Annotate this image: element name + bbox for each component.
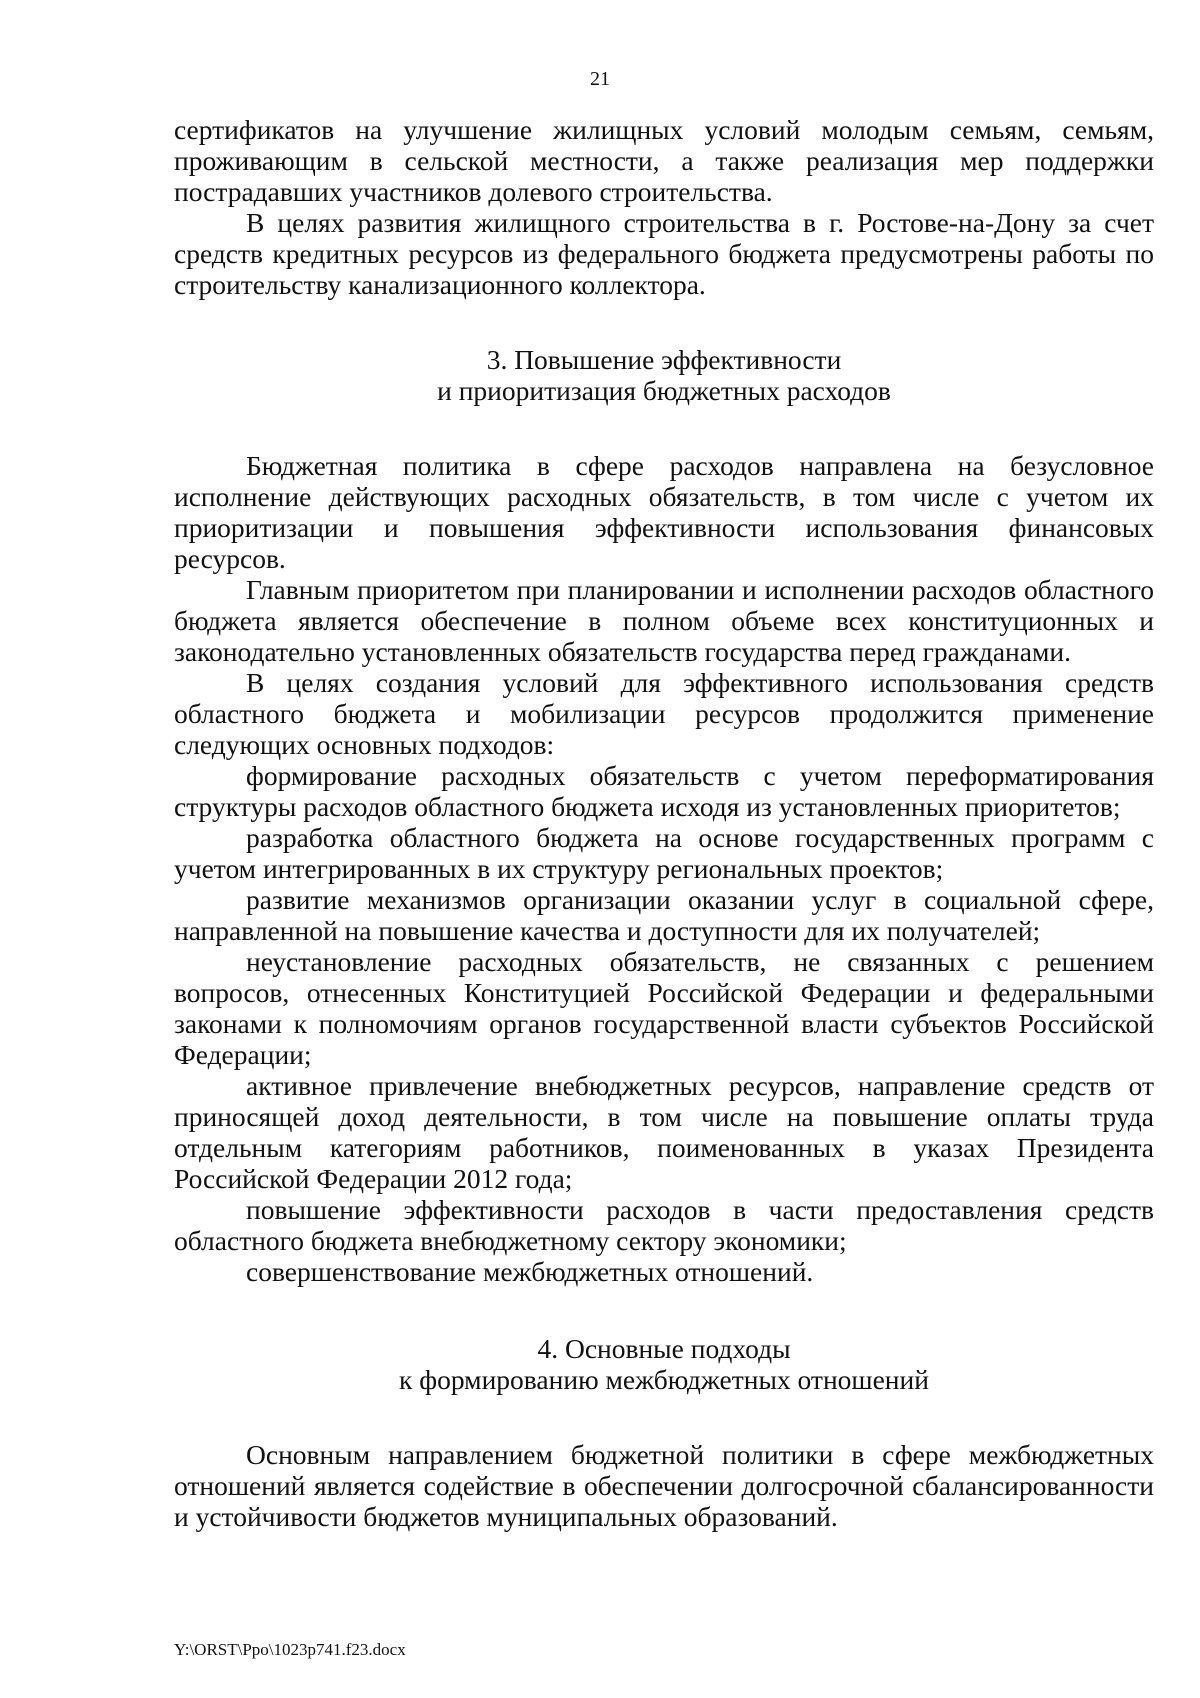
page-number: 21 [590, 68, 610, 90]
list-item: развитие механизмов организации оказании услуг в социальной сфере, направленной на повышение качества и доступности для их получателей; [174, 884, 1154, 946]
section-title-line: 3. Повышение эффективности [486, 344, 842, 375]
section-title-line: и приоритизация бюджетных расходов [437, 375, 891, 406]
section-3-title [174, 344, 1154, 406]
footer-file-path: Y:\ORST\Ppo\1023p741.f23.docx [174, 1640, 406, 1659]
paragraph: В целях развития жилищного строительства в г. Ростове-на-Дону за счет средств кредитных ресурсов из федерального бюджета предусмотрены работы по строительству канализационного коллектора. [174, 207, 1154, 300]
section-title-line: к формированию межбюджетных отношений [399, 1364, 929, 1395]
list-item: повышение эффективности расходов в части предоставления средств областного бюджета внебюджетному сектору экономики; [174, 1194, 1154, 1256]
list-item: разработка областного бюджета на основе государственных программ с учетом интегрированных в их структуру региональных проектов; [174, 822, 1154, 884]
paragraph: Главным приоритетом при планировании и исполнении расходов областного бюджета является обеспечение в полном объеме всех конституционных и законодательно установленных обязательств государства перед гражданами. [174, 574, 1154, 667]
paragraph: В целях создания условий для эффективного использования средств областного бюджета и мобилизации ресурсов продолжится применение следующих основных подходов: [174, 667, 1154, 760]
list-item: формирование расходных обязательств с учетом переформатирования структуры расходов областного бюджета исходя из установленных приоритетов; [174, 760, 1154, 822]
paragraph: сертификатов на улучшение жилищных условий молодым семьям, семьям, проживающим в сельской местности, а также реализация мер поддержки пострадавших участников долевого строительства. [174, 114, 1154, 207]
section-3-body [174, 450, 1154, 1287]
section-title-line: 4. Основные подходы [537, 1333, 791, 1364]
list-item: совершенствование межбюджетных отношений. [246, 1256, 814, 1287]
paragraph: Бюджетная политика в сфере расходов направлена на безусловное исполнение действующих расходных обязательств, в том числе с учетом их приоритизации и повышения эффективности использования финансовых ресурсов. [174, 450, 1154, 574]
section-4-title [174, 1333, 1154, 1395]
section-4-body [174, 1439, 1154, 1532]
list-item: неустановление расходных обязательств, не связанных с решением вопросов, отнесенных Конституцией Российской Федерации и федеральными законами к полномочиям органов государственной власти субъектов Российской Федерации; [174, 946, 1154, 1070]
document-body [174, 114, 1154, 1532]
paragraph: Основным направлением бюджетной политики в сфере межбюджетных отношений является содействие в обеспечении долгосрочной сбалансированности и устойчивости бюджетов муниципальных образований. [174, 1439, 1154, 1532]
list-item: активное привлечение внебюджетных ресурсов, направление средств от приносящей доход деятельности, в том числе на повышение оплаты труда отдельным категориям работников, поименованных в указах Президента Российской Федерации 2012 года; [174, 1070, 1154, 1194]
